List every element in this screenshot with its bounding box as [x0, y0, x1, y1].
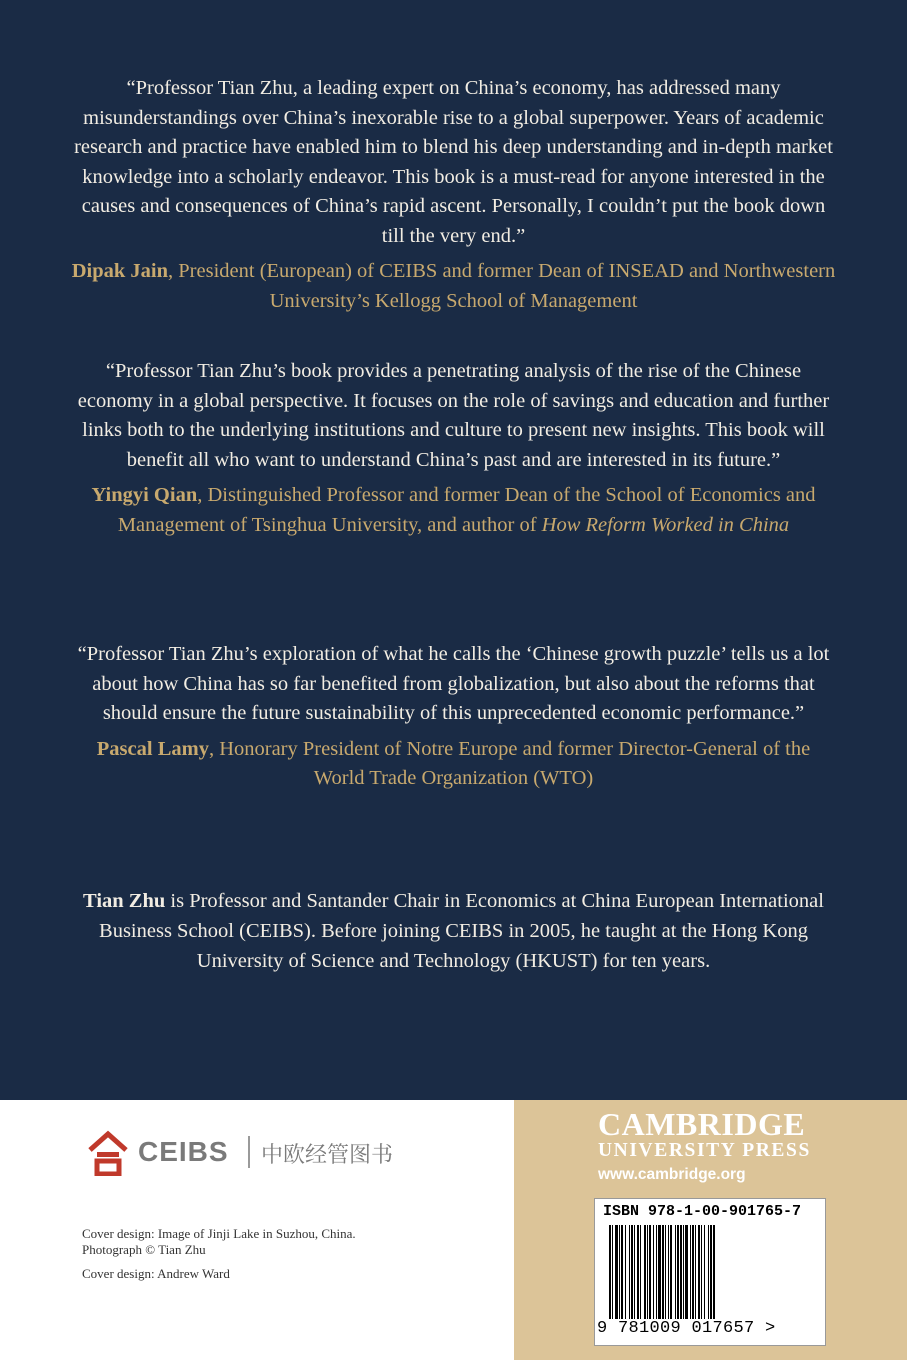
endorsement-3	[70, 640, 837, 794]
barcode-bar	[621, 1225, 623, 1319]
barcode-bar	[647, 1225, 648, 1319]
author-name: Tian Zhu	[83, 890, 166, 912]
barcode-bar	[670, 1225, 672, 1319]
author-bio-text: is Professor and Santander Chair in Economics at China European International Business School (CEIBS). Before joining CEIBS in 2005, he taught at the Hong Kong University of Science and Technology (HKUST) for ten years.	[99, 890, 824, 972]
barcode-bar	[665, 1225, 666, 1319]
publisher-subtitle: UNIVERSITY PRESS	[598, 1140, 811, 1161]
endorser-title: , President (European) of CEIBS and former Dean of INSEAD and Northwestern University’s Kellogg School of Management	[168, 260, 836, 312]
barcode-bar	[680, 1225, 682, 1319]
barcode-bar	[625, 1225, 626, 1319]
barcode-bar	[609, 1225, 611, 1319]
barcode-bar	[690, 1225, 691, 1319]
barcode-bar	[692, 1225, 694, 1319]
publisher-name: CAMBRIDGE	[598, 1106, 806, 1142]
barcode-bar	[631, 1225, 633, 1319]
barcode-bar	[640, 1225, 641, 1319]
barcode-bar	[629, 1225, 630, 1319]
barcode-bar	[637, 1225, 639, 1319]
endorsement-1	[70, 74, 837, 316]
ceibs-emblem-icon	[86, 1130, 130, 1176]
credit-line: Cover design: Andrew Ward	[82, 1266, 230, 1281]
barcode-bar	[662, 1225, 664, 1319]
endorser-title: , Distinguished Professor and former Dean of the School of Economics and Management of Tsinghua University, and author of	[117, 484, 816, 536]
barcode-bar	[677, 1225, 679, 1319]
footer-left	[0, 1100, 514, 1360]
barcode-bar	[701, 1225, 702, 1319]
barcode-bar	[695, 1225, 696, 1319]
barcode-bar	[675, 1225, 676, 1319]
barcode-bar	[656, 1225, 657, 1319]
credit-line: Cover design: Image of Jinji Lake in Suzhou, China.	[82, 1226, 356, 1241]
footer-right	[514, 1100, 907, 1360]
barcode-bar	[668, 1225, 669, 1319]
barcode-bar	[698, 1225, 700, 1319]
endorser-title: , Honorary President of Notre Europe and former Director-General of the World Trade Organization (WTO)	[208, 737, 811, 789]
barcode-digits: 9 781009 017657 >	[597, 1319, 776, 1338]
cover-credits	[82, 1226, 482, 1282]
barcode-bar	[710, 1225, 712, 1319]
ceibs-logo	[86, 1130, 416, 1176]
endorsement-attribution	[70, 257, 837, 316]
barcode-bar	[653, 1225, 654, 1319]
barcode-bar	[685, 1225, 688, 1319]
logo-divider	[248, 1136, 250, 1168]
ceibs-wordmark: CEIBS	[138, 1136, 229, 1167]
endorsement-quote: “Professor Tian Zhu, a leading expert on China’s economy, has addressed many misunderstandings over China’s inexorable rise to a global superpower. Years of academic research and practice have enabled him to blend his deep understanding and in-depth market knowledge into a scholarly endeavor. This book is a must-read for anyone interested in the causes and consequences of China’s rapid ascent. Personally, I couldn’t put the book down till the very end.”	[74, 77, 833, 247]
barcode-bar	[644, 1225, 646, 1319]
endorsement-quote: “Professor Tian Zhu’s exploration of what he calls the ‘Chinese growth puzzle’ tells us a lot about how China has so far benefited from globalization, but also about the reforms that should ensure the future sustainability of this unprecedented economic performance.”	[77, 643, 830, 724]
endorsement-quote: “Professor Tian Zhu’s book provides a penetrating analysis of the rise of the Chinese economy in a global perspective. It focuses on the role of savings and education and further links both to the underlying institutions and culture to present new insights. This book will benefit all who want to understand China’s past and are interested in its future.”	[77, 360, 830, 471]
endorser-book-title: How Reform Worked in China	[541, 513, 790, 536]
publisher-url: www.cambridge.org	[598, 1166, 746, 1183]
barcode-bar	[649, 1225, 651, 1319]
endorser-name: Dipak Jain	[71, 260, 169, 282]
barcode-bars	[609, 1225, 815, 1319]
barcode-bar	[634, 1225, 635, 1319]
isbn-barcode	[594, 1198, 826, 1346]
barcode-bar	[615, 1225, 618, 1319]
barcode-bar	[612, 1225, 613, 1319]
endorsement-2	[70, 357, 837, 540]
barcode-bar	[658, 1225, 661, 1319]
barcode-bar	[708, 1225, 709, 1319]
barcode-bar	[683, 1225, 684, 1319]
endorser-name: Yingyi Qian	[91, 484, 198, 506]
ceibs-chinese-name: 中欧经管图书	[261, 1143, 394, 1168]
endorser-name: Pascal Lamy	[96, 737, 209, 760]
barcode-bar	[713, 1225, 715, 1319]
barcode-bar	[619, 1225, 620, 1319]
isbn-label: ISBN 978-1-00-901765-7	[603, 1203, 802, 1220]
author-bio	[70, 886, 837, 976]
credit-line: Photograph © Tian Zhu	[82, 1242, 206, 1257]
barcode-bar	[704, 1225, 705, 1319]
endorsement-attribution	[70, 481, 837, 540]
endorsement-attribution	[70, 735, 837, 794]
